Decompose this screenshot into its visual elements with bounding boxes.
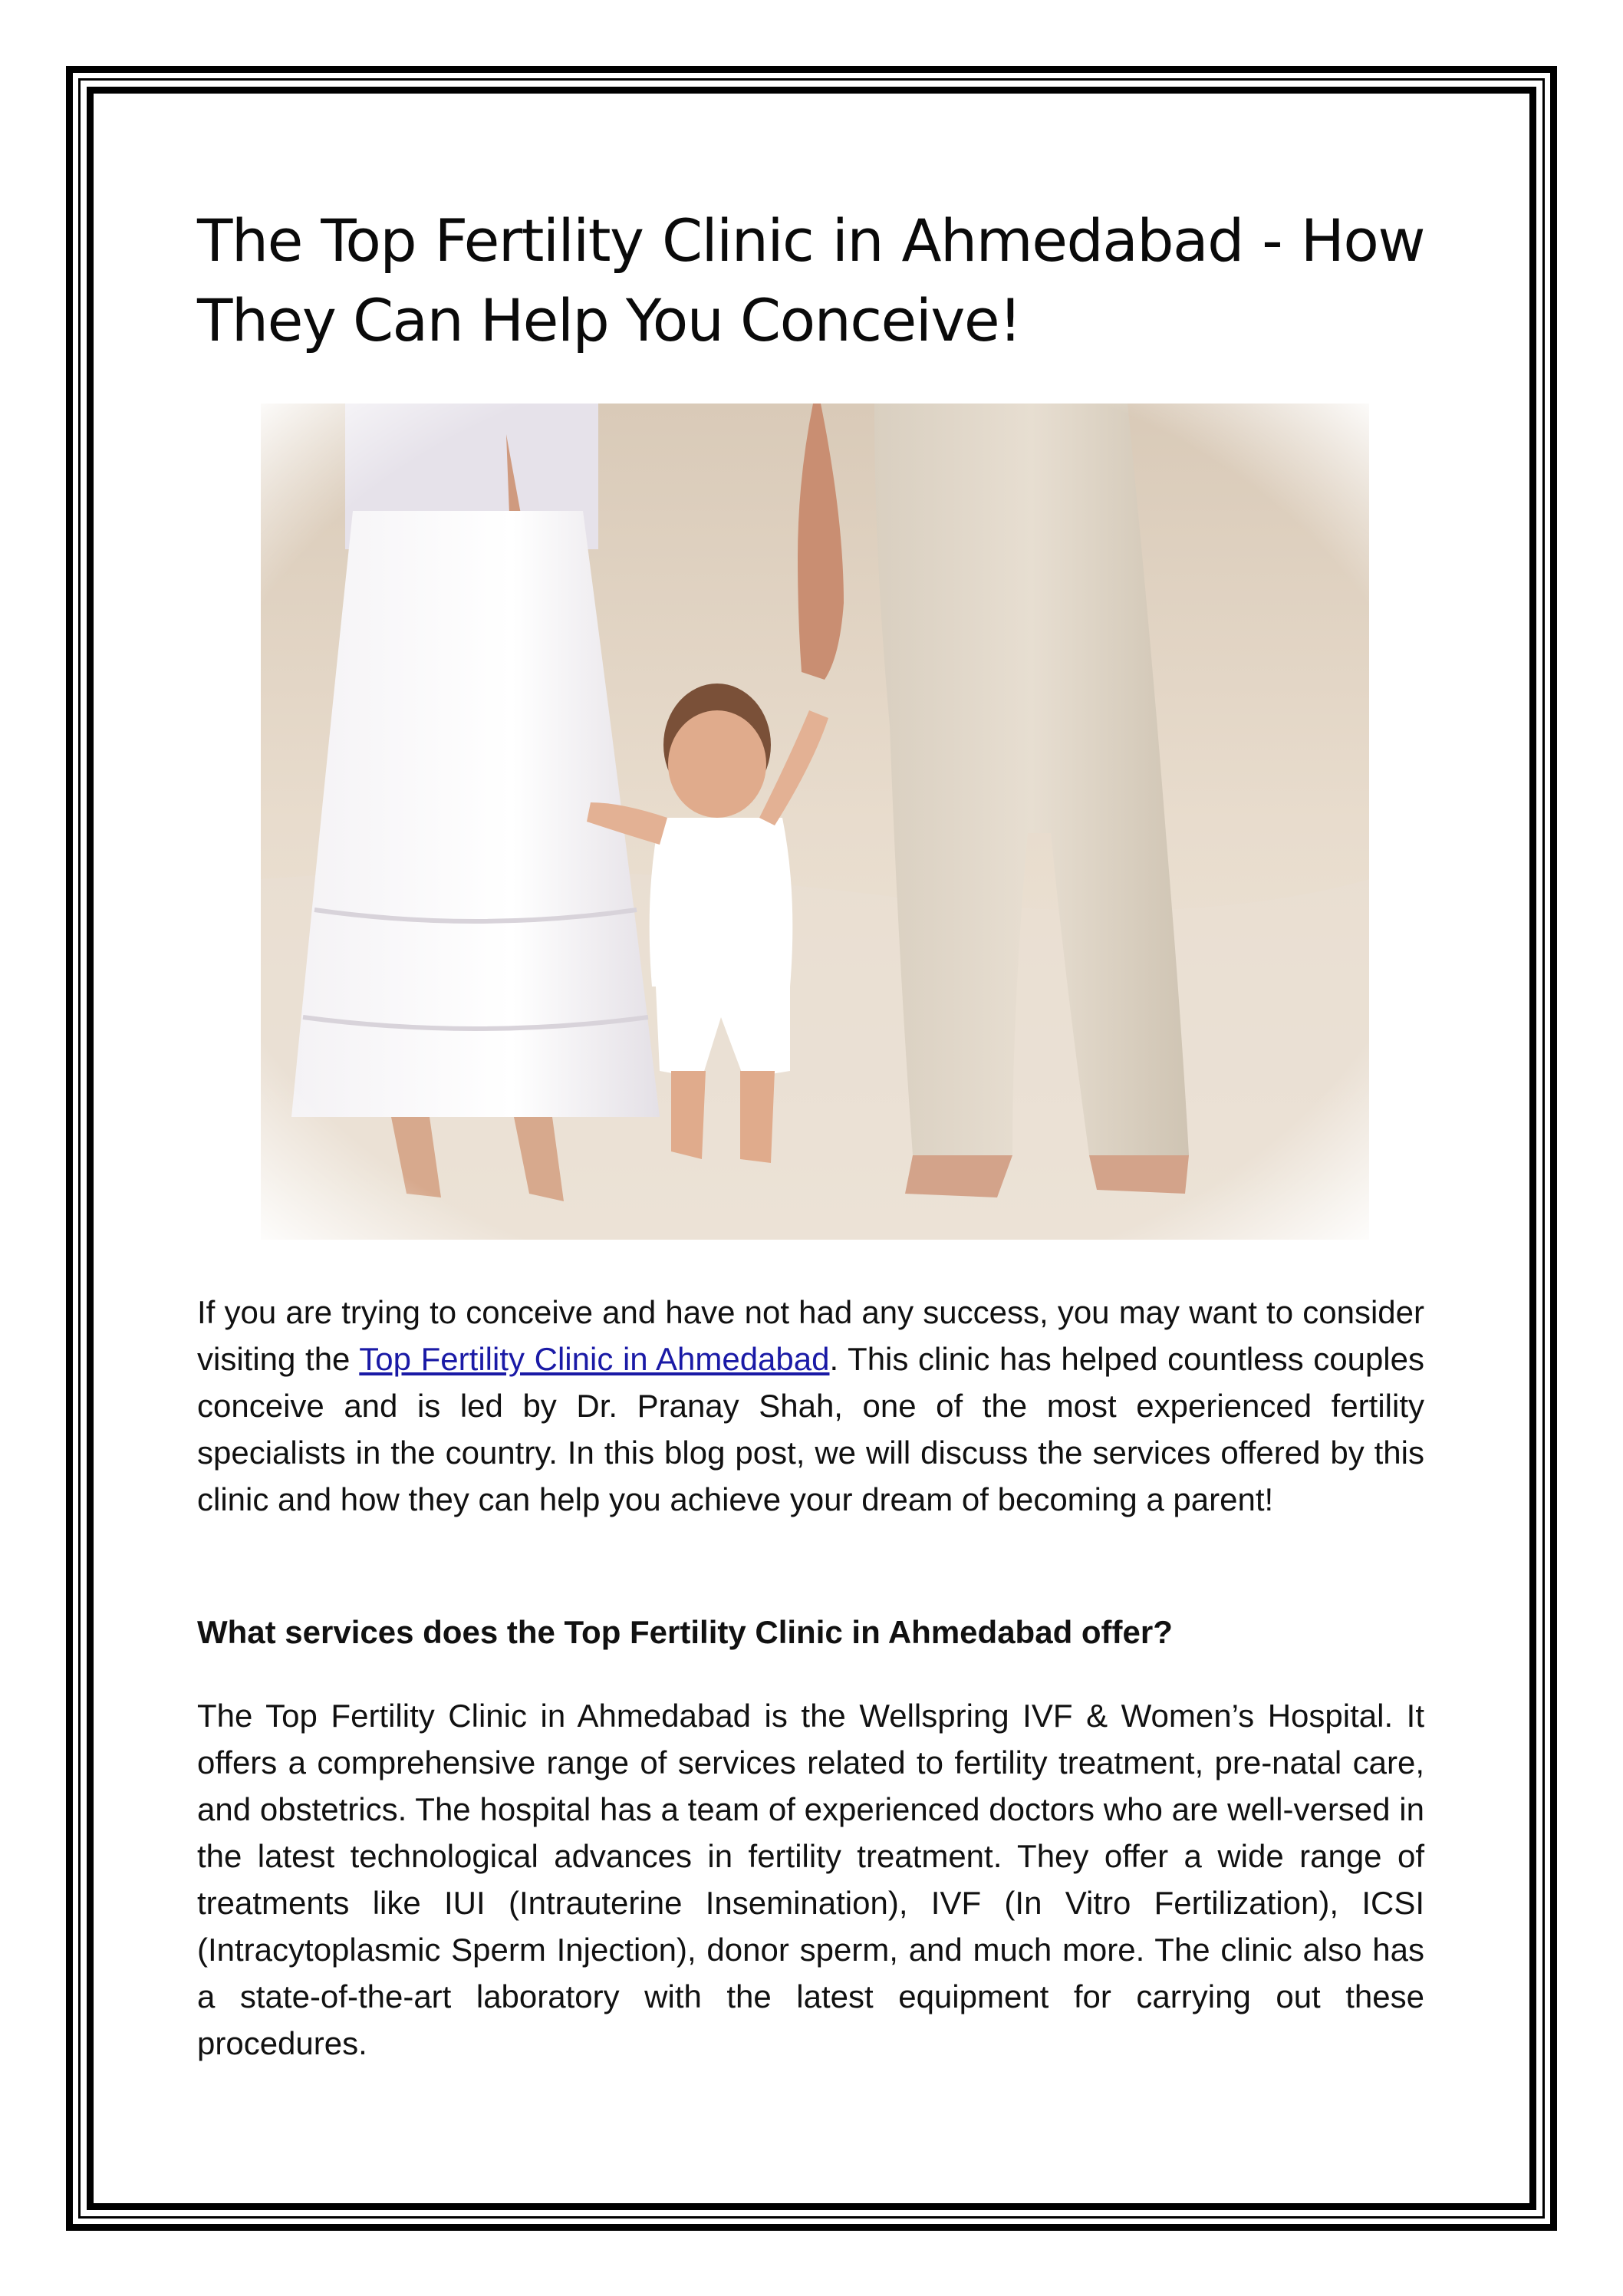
intro-text-after-link: . This clinic has helped countless couples conceive and is led by Dr. Pranay Shah, one of the most experienced fertility specialists in the country. In this blog post, we will discuss the services offered by this clinic and how they can help you achieve your dream of becoming a parent! [197,1341,1424,1517]
intro-paragraph [197,1289,1424,1523]
family-beach-photo [261,404,1369,1240]
intro-text-before-link: If you are trying to conceive and have not had any success, you may want to consider visiting the [197,1294,1424,1377]
services-paragraph: The Top Fertility Clinic in Ahmedabad is the Wellspring IVF & Women’s Hospital. It offers a comprehensive range of services related to fertility treatment, pre-natal care, and obstetrics. The hospital has a team of experienced doctors who are well-versed in the latest technological advances in fertility treatment. They offer a wide range of treatments like IUI (Intrauterine Insemination), IVF (In Vitro Fertilization), ICSI (Intracytoplasmic Sperm Injection), donor sperm, and much more. The clinic also has a state-of-the-art laboratory with the latest equipment for carrying out these procedures. [197,1698,1424,2061]
top-fertility-clinic-link[interactable]: Top Fertility Clinic in Ahmedabad [359,1341,830,1377]
page-title: The Top Fertility Clinic in Ahmedabad - How They Can Help You Conceive! [197,206,1424,354]
section-heading: What services does the Top Fertility Clinic in Ahmedabad offer? [197,1614,1173,1650]
